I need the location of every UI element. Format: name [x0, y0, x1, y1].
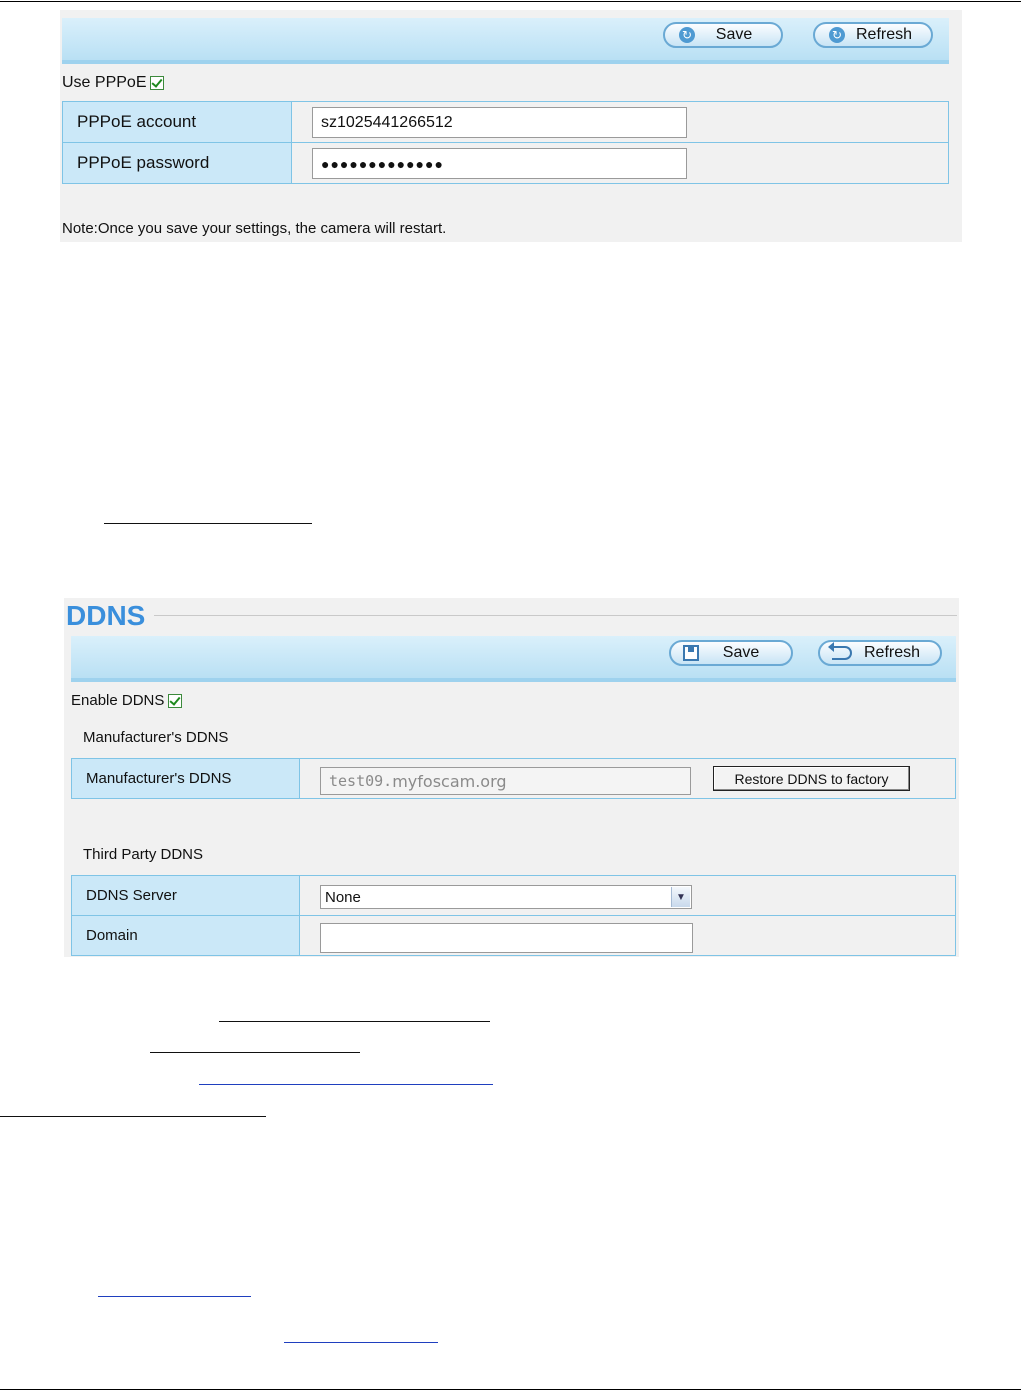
- pppoe-account-cell: [292, 102, 949, 143]
- pppoe-account-input[interactable]: sz1025441266512: [312, 107, 687, 138]
- use-pppoe-label: Use PPPoE: [62, 74, 147, 91]
- enable-ddns-row: [71, 692, 182, 709]
- pppoe-save-button[interactable]: ↻ Save: [663, 22, 783, 48]
- chevron-down-icon[interactable]: ▼: [671, 887, 690, 907]
- underlined-text-line: [150, 1052, 360, 1053]
- underlined-text-line: [219, 1021, 490, 1022]
- ddns-server-selected: None: [325, 888, 361, 906]
- ddns-server-cell: [300, 876, 956, 916]
- ddns-title: DDNS: [66, 600, 146, 631]
- pppoe-password-label: PPPoE password: [63, 143, 292, 184]
- ddns-save-button[interactable]: Save: [669, 640, 793, 666]
- domain-cell: [300, 916, 956, 956]
- manufacturer-ddns-table: [71, 758, 956, 799]
- ddns-server-label: DDNS Server: [72, 876, 300, 916]
- page-top-rule: [0, 1, 1021, 2]
- page-bottom-rule: [0, 1389, 1021, 1390]
- enable-ddns-label: Enable DDNS: [71, 692, 165, 709]
- manufacturer-ddns-label: Manufacturer's DDNS: [72, 759, 300, 799]
- refresh-circle-icon: ↻: [679, 27, 695, 43]
- manufacturer-ddns-field: [320, 767, 691, 795]
- hyperlink-underline[interactable]: [98, 1296, 251, 1297]
- ddns-host-prefix: test09.: [329, 772, 393, 790]
- ddns-settings-panel: [64, 598, 959, 957]
- underlined-text-line: [104, 523, 312, 524]
- pppoe-password-input[interactable]: ●●●●●●●●●●●●●: [312, 148, 687, 179]
- third-party-ddns-table: [71, 875, 956, 956]
- floppy-disk-icon: [683, 645, 699, 661]
- third-party-section-heading: Third Party DDNS: [83, 846, 204, 863]
- hyperlink-underline[interactable]: [284, 1342, 438, 1343]
- use-pppoe-checkbox[interactable]: [150, 76, 164, 90]
- ddns-toolbar: [71, 636, 956, 682]
- ddns-server-row: [72, 876, 956, 916]
- hyperlink-underline[interactable]: [199, 1084, 493, 1085]
- refresh-circle-icon: ↻: [829, 27, 845, 43]
- restore-ddns-button[interactable]: Restore DDNS to factory: [713, 766, 910, 791]
- use-pppoe-row: [62, 74, 164, 92]
- domain-label: Domain: [72, 916, 300, 956]
- pppoe-password-row: [63, 143, 949, 184]
- pppoe-form-table: [62, 101, 949, 184]
- title-divider: [154, 615, 957, 616]
- domain-input[interactable]: [320, 923, 693, 953]
- domain-row: [72, 916, 956, 956]
- pppoe-refresh-button[interactable]: ↻ Refresh: [813, 22, 933, 48]
- pppoe-account-label: PPPoE account: [63, 102, 292, 143]
- pppoe-toolbar: [62, 18, 949, 64]
- pppoe-password-cell: [292, 143, 949, 184]
- manufacturer-section-heading: Manufacturer's DDNS: [83, 729, 229, 746]
- restart-note: Note:Once you save your settings, the camera will restart.: [62, 220, 447, 237]
- undo-arrow-icon: [832, 646, 852, 660]
- ddns-server-select[interactable]: [320, 885, 692, 909]
- ddns-refresh-button[interactable]: Refresh: [818, 640, 942, 666]
- enable-ddns-checkbox[interactable]: [168, 694, 182, 708]
- ddns-host-domain: myfoscam.org: [392, 771, 507, 791]
- manufacturer-ddns-cell: [300, 759, 956, 799]
- underlined-text-line: [0, 1116, 266, 1117]
- manufacturer-ddns-row: [72, 759, 956, 799]
- pppoe-account-row: [63, 102, 949, 143]
- pppoe-settings-panel: [60, 10, 962, 242]
